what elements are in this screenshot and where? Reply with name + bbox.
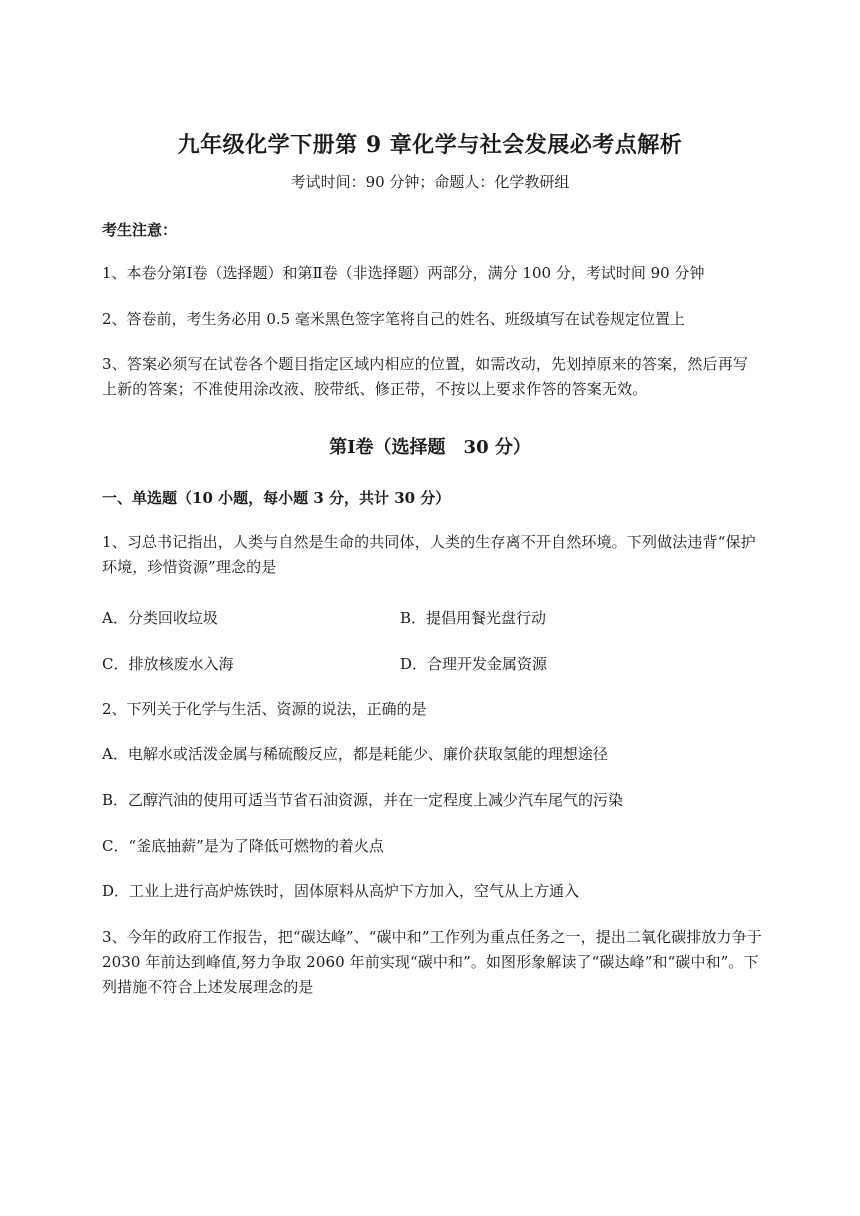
notice-item: 1、本卷分第Ⅰ卷（选择题）和第Ⅱ卷（非选择题）两部分，满分 100 分，考试时间 90 分钟 xyxy=(102,264,705,282)
question-option: D．合理开发金属资源 xyxy=(400,655,548,673)
question-stem: 3、今年的政府工作报告，把“碳达峰”、“碳中和”工作列为重点任务之一，提出二氧化碳排放力争于 2030 年前达到峰值,努力争取 2060 年前实现“碳中和”。如图形象解读了“碳达峰”和“碳中和”。下列措施不符合上述发展理念的是 xyxy=(102,928,762,996)
question-option: B．乙醇汽油的使用可适当节省石油资源，并在一定程度上减少汽车尾气的污染 xyxy=(102,791,624,809)
question-option: C．“釜底抽薪”是为了降低可燃物的着火点 xyxy=(102,837,384,855)
part-heading: 一、单选题（10 小题，每小题 3 分，共计 30 分） xyxy=(102,489,451,507)
notice-heading: 考生注意： xyxy=(102,221,178,239)
question-stem: 1、习总书记指出，人类与自然是生命的共同体，人类的生存离不开自然环境。下列做法违背“保护环境，珍惜资源”理念的是 xyxy=(102,533,756,576)
question-option: A．分类回收垃圾 xyxy=(102,609,218,627)
page-subtitle: 考试时间：90 分钟；命题人：化学教研组 xyxy=(290,173,570,191)
question-option: C．排放核废水入海 xyxy=(102,655,234,673)
section-title: 第Ⅰ卷（选择题 30 分） xyxy=(329,437,531,458)
question-stem: 2、下列关于化学与生活、资源的说法，正确的是 xyxy=(102,700,427,718)
question-option: D．工业上进行高炉炼铁时，固体原料从高炉下方加入，空气从上方通入 xyxy=(102,882,580,900)
question-option: A．电解水或活泼金属与稀硫酸反应，都是耗能少、廉价获取氢能的理想途径 xyxy=(102,745,608,763)
page-title: 九年级化学下册第 9 章化学与社会发展必考点解析 xyxy=(177,132,683,158)
question-option: B．提倡用餐光盘行动 xyxy=(400,609,547,627)
notice-item: 2、答卷前，考生务必用 0.5 毫米黑色签字笔将自己的姓名、班级填写在试卷规定位置上 xyxy=(102,310,685,328)
notice-item: 3、答案必须写在试卷各个题目指定区域内相应的位置，如需改动，先划掉原来的答案，然后再写上新的答案；不准使用涂改液、胶带纸、修正带，不按以上要求作答的答案无效。 xyxy=(102,355,748,398)
